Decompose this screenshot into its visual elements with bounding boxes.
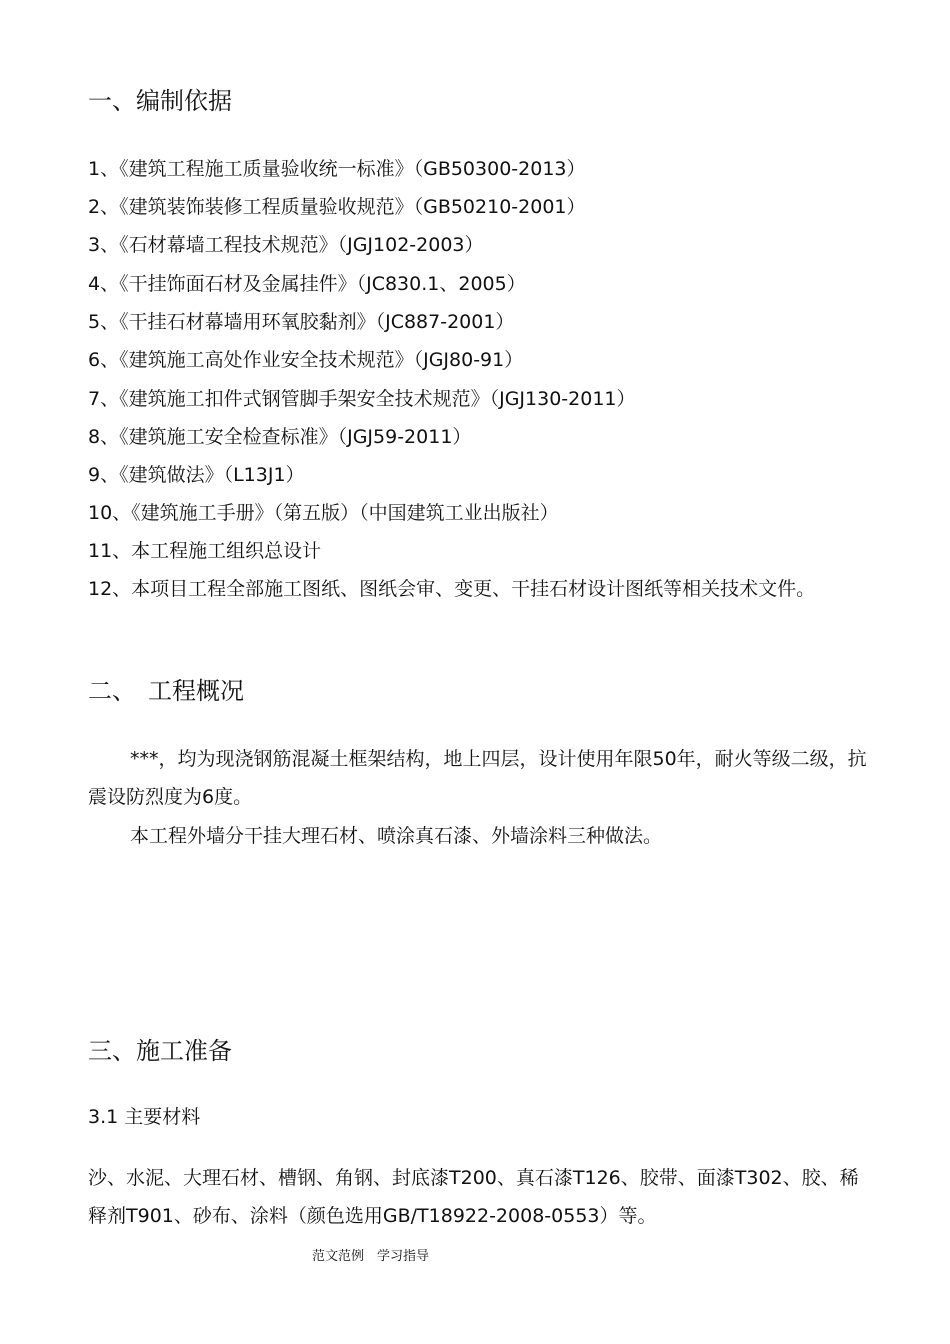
reference-item-12: 12、本项目工程全部施工图纸、图纸会审、变更、干挂石材设计图纸等相关技术文件。 xyxy=(88,578,816,600)
reference-item-3: 3、《石材幕墙工程技术规范》（JGJ102-2003） xyxy=(88,234,484,256)
reference-item-9: 9、《建筑做法》（L13J1） xyxy=(88,464,305,486)
reference-item-10: 10、《建筑施工手册》（第五版）（中国建筑工业出版社） xyxy=(88,502,559,524)
subsection-3-1-title: 3.1 主要材料 xyxy=(88,1106,201,1128)
overview-paragraph-2: 本工程外墙分干挂大理石材、喷涂真石漆、外墙涂料三种做法。 xyxy=(130,825,663,847)
reference-item-5: 5、《干挂石材幕墙用环氧胶黏剂》（JC887-2001） xyxy=(88,311,515,333)
section-2-title: 二、 工程概况 xyxy=(88,677,244,705)
reference-item-6: 6、《建筑施工高处作业安全技术规范》（JGJ80-91） xyxy=(88,349,524,371)
reference-item-7: 7、《建筑施工扣件式钢管脚手架安全技术规范》（JGJ130-2011） xyxy=(88,388,636,410)
reference-item-4: 4、《干挂饰面石材及金属挂件》（JC830.1、2005） xyxy=(88,273,526,295)
reference-item-11: 11、本工程施工组织总设计 xyxy=(88,540,322,562)
section-1-title: 一、编制依据 xyxy=(88,87,232,115)
overview-paragraph-1: ***，均为现浇钢筋混凝土框架结构，地上四层，设计使用年限50年，耐火等级二级，抗震设防烈度为6度。 xyxy=(88,748,867,808)
page-footer: 范文范例 学习指导 xyxy=(312,1249,430,1264)
materials-paragraph: 沙、水泥、大理石材、槽钢、角钢、封底漆T200、真石漆T126、胶带、面漆T302、胶、稀释剂T901、砂布、涂料（颜色选用GB/T18922-2008-0553）等。 xyxy=(88,1167,859,1227)
section-3-title: 三、施工准备 xyxy=(88,1037,232,1065)
reference-item-2: 2、《建筑装饰装修工程质量验收规范》（GB50210-2001） xyxy=(88,196,586,218)
reference-item-8: 8、《建筑施工安全检查标准》（JGJ59-2011） xyxy=(88,426,472,448)
reference-item-1: 1、《建筑工程施工质量验收统一标准》（GB50300-2013） xyxy=(88,158,586,180)
